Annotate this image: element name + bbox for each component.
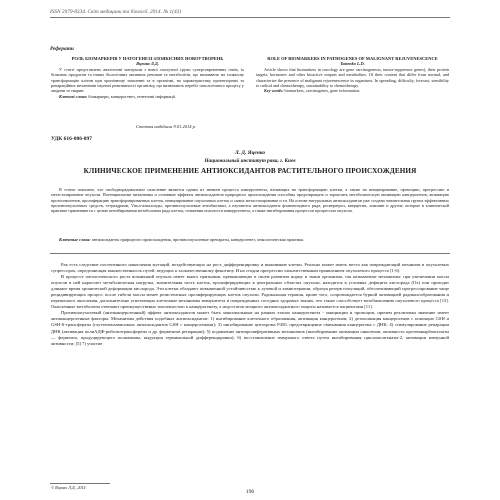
article-institution: Национальный институт рака, г. Киев	[204, 158, 296, 164]
abstract-en-author: Yatsenko L.D.	[340, 61, 365, 67]
body-paragraph-1: Рак есть следствие постепенного накопления мутаций, воздействующих на рост, дифференцировку и выживание клетки. Реально может иметь место как повреждающий механизм в опухолевых супрессорах, определяющая множественность путей, ведущих к злокачественному фенотипу. И на стадии прогрессии злокачественным проявлением опухолевого процесса [1-6].	[51, 262, 449, 274]
header-rule	[50, 17, 450, 18]
abstract-ua-author: Яценко Л.Д.	[136, 61, 159, 67]
abstract-en-keywords-text: biomarkers, carcinogenes, gene information.	[284, 88, 361, 94]
abstract-en-title: ROLE OF BIOMARKERS IN PATHOGENES OF MALIGNANT REJUVENESCENCE	[267, 56, 438, 61]
article-keywords	[51, 237, 449, 242]
abstract-ua-keywords-text: біомаркери, канцерогенез, генетичні інформації.	[88, 93, 177, 99]
article-body	[51, 262, 449, 347]
footnote-rule	[50, 483, 110, 484]
article-abstract: В статье показано, что свободнорадикальное окисление является одним из звеньев процесса канцерогенеза, влияющих на трансформацию клетки, а также на инициирование, промоцию, прогрессию и метастазирование опухоли. Потенциальные механизмы и основные эффекты антиоксидантов природного происхождения способны предотвращать и тормозить метаболическую активацию канцерогенов, активацию протоонкогенов, пролиферацию трансформированных клеток, инициирование опухолевых клеток и самих метастазирование и тп. На основе натуральных антиоксидантов уже создана значительная группа эффективных противоопухолевых средств, тетраэдрами, Vinca-алкалоиды, противоопухолевые антибиотики, а изучаются антиоксиданты флавоноидного ряда, ресвератрол, кверцетин, ликопин и другие, которые в клинической практике применяются с целью ингибирования метаболизма ряда клеток, снижения опасности канцерогенеза, а также ингибирования процессов прогрессии опухоли.	[51, 187, 449, 214]
abstract-ua-title: РОЛЬ БІОМАРКЕРІВ У НАТОГЕНЕЗІ ЗЛОЯКІСНИХ НОВОУТВОРЕНЬ	[71, 56, 224, 61]
section-label: Реферати	[50, 46, 74, 52]
copyright-note: © Яценко Л.Д., 2014	[51, 485, 86, 490]
abstract-en-keywords	[256, 88, 449, 93]
article-author: Л. Д. Яценко	[234, 150, 266, 156]
udc-code: УДК 616-006-097	[51, 136, 93, 142]
journal-header: ISSN 2079-8334. Світ медицини та біології. 2014. № 1(43)	[50, 9, 182, 15]
body-paragraph-2: В процессе патологического роста возникший опухоль имеет много признаков, превышающих в своем развитии норму и ткани организма, так называемые механизмы: при увеличении массы опухоли в ней нарастает метаболическая нагрузка, значительная часть клеток, пролиферирующих в центральных областях опухоли, находится в условиях дефицита кислорода (Ox) или проходят длинное время хронической деформации кислорода. Эти клетки обладают повышенной устойчивостью к лучевой и химиотерапии, образуя резерв популяций, обеспечивающий прогрессирование чаще рецидивирующих процесс после гибели массы менее резистентных пролиферирующих клеток опухоли. Радикальная терапия, кроме того, сопровождается бурной активацией радикалообразования и перекисного окисления, дополнительно угнетающих клеточные механизмы иммунитета и поврежденных соседних здоровых тканях, что также способствует возобновлению опухолевого процесса [13]. Окисленные метаболиты отвечают преимущественно токсичностью к канцерогенезу, а недостаток мощного антиоксидантного защиты называется пациентами [11].	[51, 274, 449, 310]
article-title: КЛИНИЧЕСКОЕ ПРИМЕНЕНИЕ АНТИОКСИДАНТОВ РАСТИТЕЛЬНОГО ПРОИСХОЖДЕНИЯ	[83, 167, 417, 175]
section-divider	[50, 253, 450, 254]
abstract-en-body: Article shows that biomarkers in oncology are gene carcinogenesis, tumor-suppressor genes), their protein targets, hormones and other bioactive outputs and metabolites. Of their content that differ from normal, and characterize the presence of malignant rejuvenescence in organisms. In spreading, difficulty, forecast, sensibility to radical and chemotherapy, sustainability to chemotherapy.	[256, 66, 449, 89]
abstract-ukrainian	[51, 56, 244, 99]
abstract-ua-body: У статті представлено аналітичні матеріали з нової сполучної групи суперсовременних генів, їх білкових продуктів та інших біологічних активних речовин та метаболітів, що впливають на злоякісну трансформацію клітин при хронічному запаленні та в організмі, на характеристику протекторних та репараційних механізмів імунної реактивності організму, що визначають перебіг патологічного процесу у людини та тварин.	[51, 66, 244, 94]
page-number: 196	[245, 489, 255, 495]
article-keywords-label: Ключевые слова:	[59, 237, 91, 242]
abstract-ua-keywords	[51, 94, 244, 99]
article-keywords-text: антиоксиданты природного происхождения, противоопухолевые препараты, канцерогенез, онкологическая практика.	[91, 237, 305, 242]
body-paragraph-3: Противоопухолевый (антиканцерогенный) эффект антиоксидантов может быть максимальным на ранних этапах канцерогенеза - инициации и промоции, причем реализован значение имеет антиканцерогенные факторы. Механизмы действия подобных антиоксидантов: 1) ингибирование клеточного образования, активация канцерогенов; 2) детоксикация канцерогенов с помощью GSH и GSH-S-трансферазы (глутатионзависимых антиоксидантов GSH с канцерогенами); 3) ингибирование цитохрома P450, предотвращение связывания канцерогена с ДНК; 4) стимулирование репарации ДНК (активация полиАДФ-рибозилтрансферазы и др. ферментов репарации); 5) подавление антипролиферативных механизмов (ингибирование активации онкогенов, активность протеинкарбоксилазы — фермента, продуцирующего полиамины, индукция терминальной дифференцировки); 6) восстановление иммунного ответа путем ингибирования циклооксигеназы-2, активации иммунной активности; [5] 7) участие	[51, 310, 449, 346]
abstract-english	[256, 56, 449, 94]
abstract-en-keywords-label: Key words:	[264, 88, 284, 94]
abstract-ua-keywords-label: Ключові слова:	[59, 93, 88, 99]
received-date: Стаття надійшла 9.01.2014 р.	[136, 124, 196, 129]
